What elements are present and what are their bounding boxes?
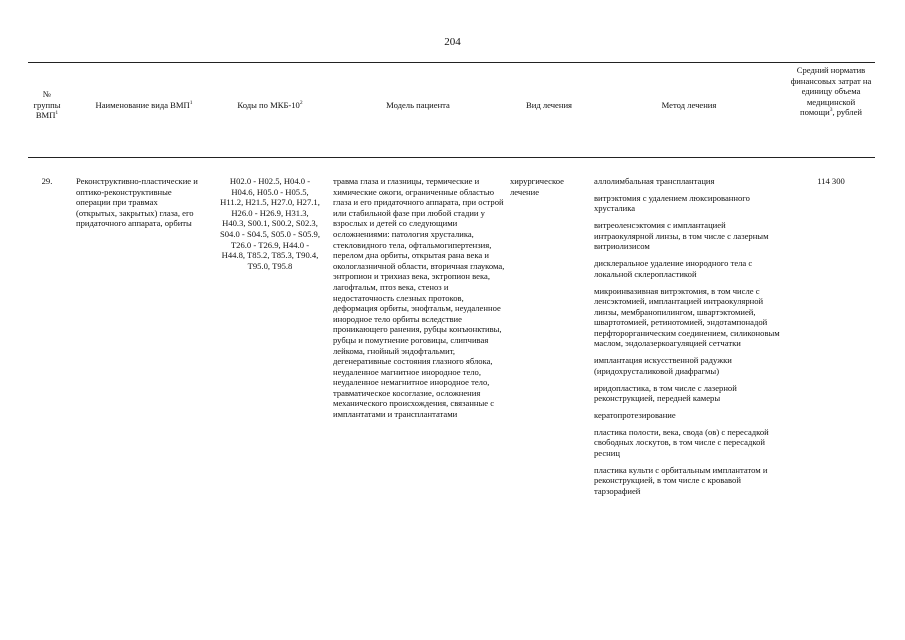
treatment-method-item: пластика полости, века, свода (ов) с пересадкой свободных лоскутов, в том числе с пересадкой ресниц: [594, 426, 769, 458]
treatment-method-item: кератопротезирование: [594, 410, 676, 420]
treatment-method-item: пластика культи с орбитальным имплантатом и реконструкцией, в том числе с кровавой тарзорафией: [594, 464, 768, 496]
header-name-footnote: 1: [189, 100, 193, 106]
header-patient-model: Модель пациента: [386, 100, 450, 110]
header-avg-cost-suffix: , рублей: [832, 107, 862, 118]
header-icd-codes-footnote: 2: [299, 100, 303, 106]
header-treatment-method: Метод лечения: [661, 100, 717, 110]
header-name: [74, 100, 214, 111]
treatment-method-item: аллолимбальная трансплантация: [594, 176, 715, 186]
row-treatment-methods: [594, 176, 780, 503]
header-icd-codes: [219, 100, 321, 111]
table-header-bottom-rule: [28, 157, 875, 158]
header-avg-cost-text: Средний норматив финансовых затрат на единицу объема медицинской помощи: [790, 65, 872, 118]
header-icd-codes-text: Коды по МКБ-10: [237, 100, 300, 110]
header-avg-cost: [790, 65, 872, 118]
row-vmp-name: Реконструктивно-пластические и оптико-реконструктивные операции при травмах (открытых, закрытых) глаза, его придаточного аппарата, орбиты: [76, 176, 198, 229]
header-name-text: Наименование вида ВМП: [95, 100, 190, 110]
header-group-no: [30, 89, 64, 121]
page-number: 204: [444, 36, 461, 48]
treatment-method-item: витрэктомия с удалением люксированного хрусталика: [594, 192, 750, 214]
treatment-method-item: витреоленсэктомия с имплантацией интраокулярной линзы, в том числе с лазерным витриолизисом: [594, 220, 769, 252]
row-group-no: 29.: [41, 176, 53, 186]
row-treatment-type: хирургическое лечение: [510, 176, 564, 197]
treatment-method-item: дисклеральное удаление инородного тела с локальной склеропластикой: [594, 258, 753, 279]
row-avg-cost: 114 300: [817, 176, 845, 186]
table-top-rule: [28, 62, 875, 63]
header-avg-cost-footnote: 3: [829, 107, 833, 114]
treatment-method-item: иридопластика, в том числе с лазерной реконструкцией, передней камеры: [594, 382, 737, 404]
header-group-no-footnote: 1: [55, 110, 59, 117]
row-patient-model: травма глаза и глазницы, термические и химические ожоги, ограниченные областью глаза и его придаточного аппарата, при острой или стабильной фазе при любой стадии у взрослых и детей со следующими осложнениями: патология хрусталика, стекловидного тела, офтальмогипертензия, перелом дна орбиты, открытая рана века и окологлазничной области, вторичная глаукома, энтропион и трихиаз века, эктропион века, лагофтальм, птоз века, стеноз и недостаточность слезных протоков, деформация орбиты, энофтальм, неудаленное инородное тело орбиты вследствие проникающего ранения, рубцы конъюнктивы, рубцы и помутнение роговицы, слипчивая лейкома, гнойный эндофтальмит, дегенеративные состояния глазного яблока, неудаленное магнитное инородное тело, неудаленное немагнитное инородное тело, травматическое косоглазие, осложнения механического происхождения, связанные с имплантатами и трансплантатами: [333, 176, 505, 420]
header-treatment-type: Вид лечения: [525, 100, 573, 110]
row-icd-codes: H02.0 - H02.5, H04.0 - H04.6, H05.0 - H05.5, H11.2, H21.5, H27.0, H27.1, H26.0 - H26.9, H31.3, H40.3, S00.1, S00.2, S02.3, S04.0 - S04.5, S05.0 - S05.9, T26.0 - T26.9, H44.0 - H44.8, T85.2, T85.3, T90.4, T95.0, T95.8: [219, 176, 321, 271]
treatment-method-item: микроинвазивная витрэктомия, в том числе с ленсэктомией, имплантацией интраокулярной линзы, мембранопилингом, швартэктомией, швартотомией, ретинотомией, эндотампонадой перфторорганическим соединением, силиконовым маслом, эндолазеркоагуляцией сетчатки: [594, 285, 780, 349]
treatment-method-item: имплантация искусственной радужки (иридохрусталиковой диафрагмы): [594, 355, 732, 376]
header-group-no-text: № группы ВМП: [33, 89, 61, 121]
